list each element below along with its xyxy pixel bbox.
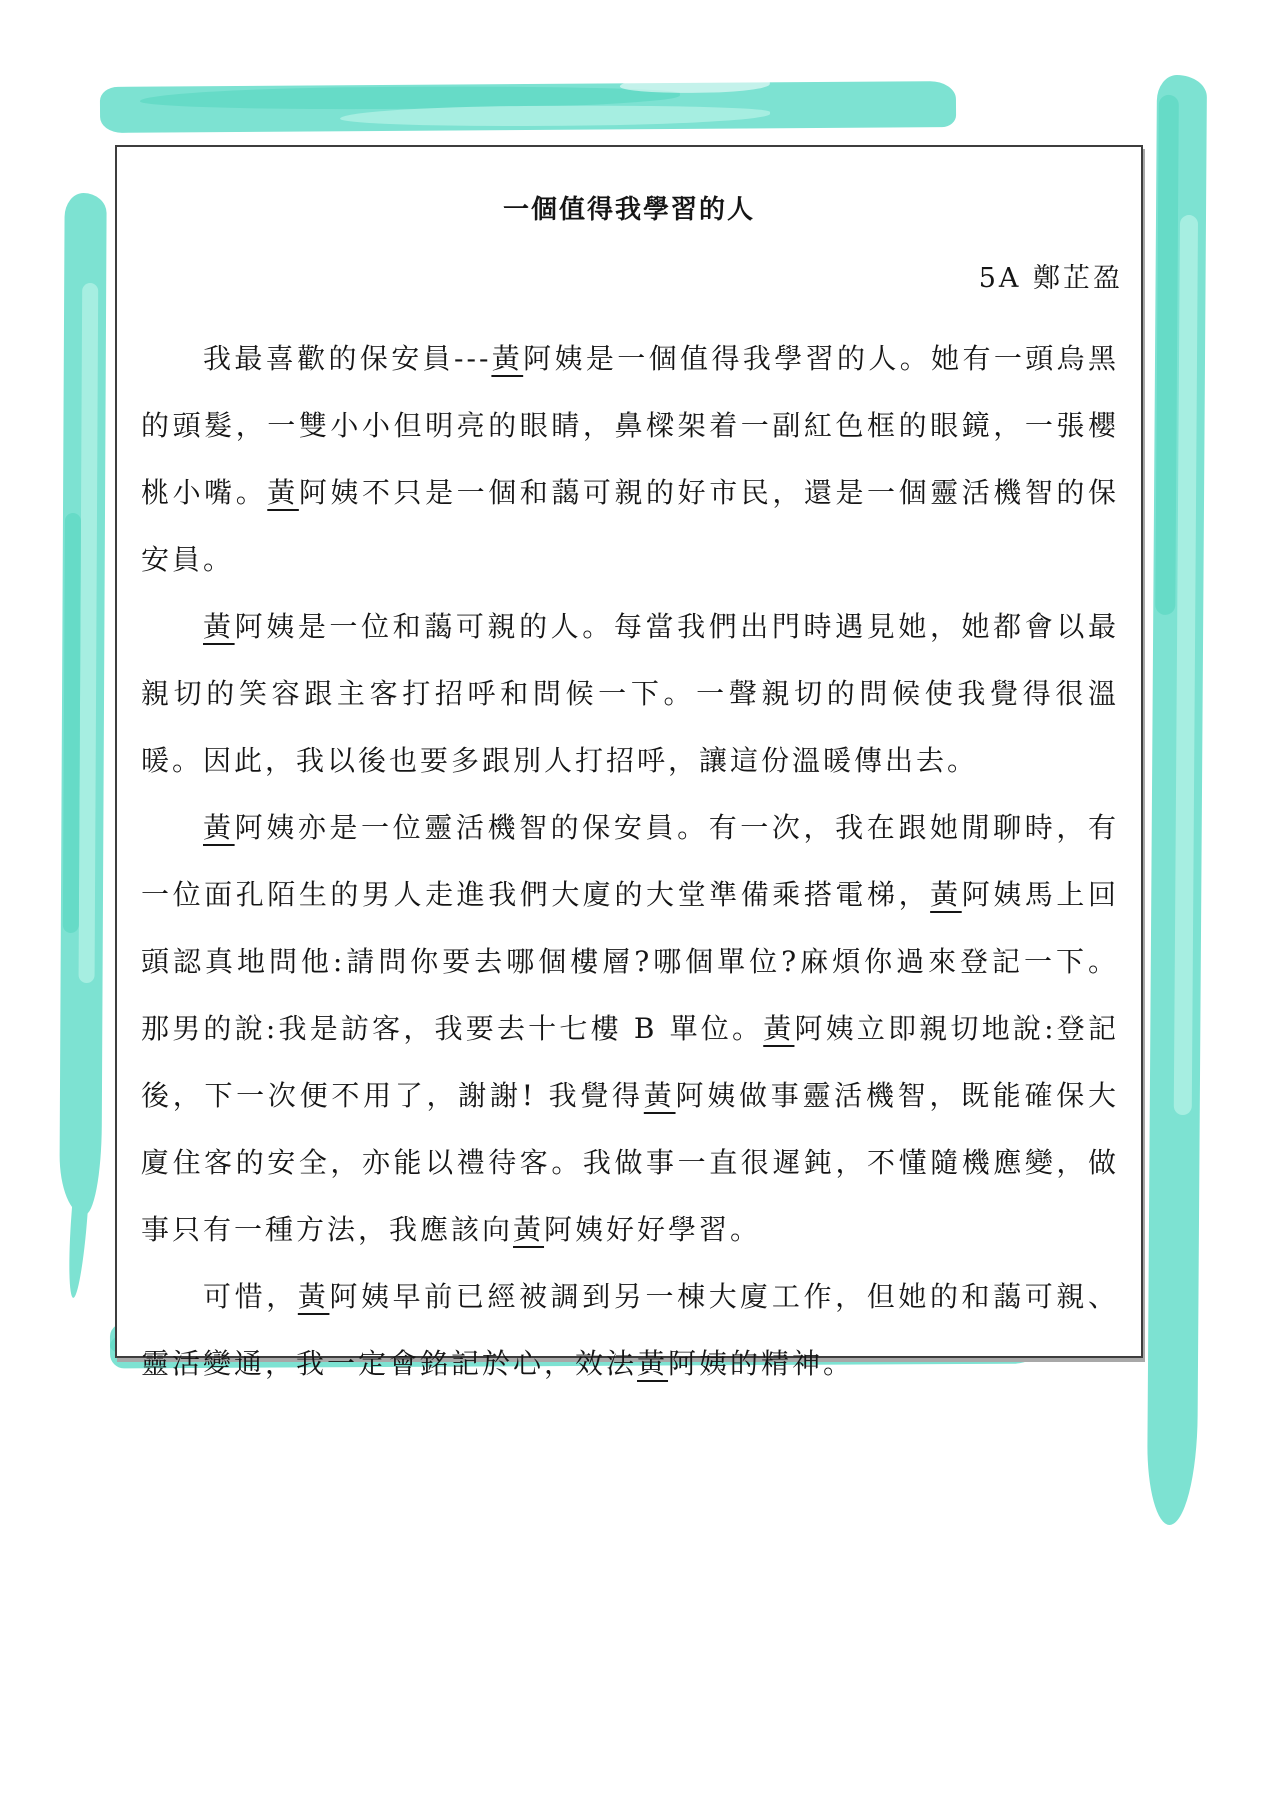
proper-noun-underline: 黃 <box>930 878 962 911</box>
text-segment: 阿姨立即親切地說:登記後，下一次便不用了，謝謝! 我覺得 <box>141 1012 1119 1112</box>
essay-body <box>117 295 1141 1397</box>
text-segment: 阿姨亦是一位靈活機智的保安員。有一次，我在跟她閒聊時，有一位面孔陌生的男人走進我們大廈的大堂準備乘搭電梯， <box>141 811 1119 911</box>
brush-texture <box>1174 215 1198 1115</box>
essay-title: 一個值得我學習的人 <box>502 195 755 225</box>
proper-noun-underline: 黃 <box>513 1213 545 1246</box>
essay-author: 5A 鄭芷盈 <box>978 263 1123 294</box>
text-segment: 阿姨做事靈活機智，既能確保大廈住客的安全，亦能以禮待客。我做事一直很遲鈍，不懂隨機應變，做事只有一種方法，我應該向 <box>141 1079 1119 1246</box>
text-segment: 阿姨好好學習。 <box>544 1213 762 1246</box>
text-segment: 我最喜歡的保安員--- <box>203 342 492 375</box>
brush-stroke-left <box>59 193 106 1215</box>
proper-noun-underline: 黃 <box>297 1280 330 1313</box>
text-segment: 阿姨不只是一個和藹可親的好市民，還是一個靈活機智的保安員。 <box>141 476 1119 576</box>
brush-texture <box>63 513 81 933</box>
brush-stroke-tail <box>65 1193 89 1299</box>
text-segment: 阿姨馬上回頭認真地問他:請問你要去哪個樓層?哪個單位?麻煩你過來登記一下。那男的說:我是訪客，我要去十七樓 B 單位。 <box>141 878 1119 1045</box>
text-segment: 阿姨是一位和藹可親的人。每當我們出門時遇見她，她都會以最親切的笑容跟主客打招呼和問候一下。一聲親切的問候使我覺得很溫暖。因此，我以後也要多跟別人打招呼，讓這份溫暖傳出去。 <box>141 610 1119 777</box>
paragraph <box>141 325 1119 593</box>
paragraph <box>141 794 1119 1263</box>
proper-noun-underline: 黃 <box>203 811 235 844</box>
brush-texture <box>1155 95 1179 615</box>
brush-texture <box>79 283 99 983</box>
text-segment: 阿姨是一個值得我學習的人。她有一頭烏黑的頭髮，一雙小小但明亮的眼睛，鼻樑架着一副紅色框的眼鏡，一張櫻桃小嘴。 <box>141 342 1119 509</box>
brush-texture <box>620 76 770 93</box>
proper-noun-underline: 黃 <box>203 610 235 643</box>
brush-stroke-top <box>100 81 956 133</box>
proper-noun-underline: 黃 <box>763 1012 795 1045</box>
proper-noun-underline: 黃 <box>267 476 299 509</box>
text-segment: 阿姨的精神。 <box>668 1347 855 1380</box>
proper-noun-underline: 黃 <box>643 1079 676 1112</box>
proper-noun-underline: 黃 <box>637 1347 669 1380</box>
essay-page <box>115 145 1143 1380</box>
text-segment: 阿姨早前已經被調到另一棟大廈工作，但她的和藹可親、靈活變通，我一定會銘記於心，效法 <box>141 1280 1119 1380</box>
proper-noun-underline: 黃 <box>491 342 524 375</box>
brush-stroke-right <box>1147 75 1207 1525</box>
paragraph <box>141 593 1119 794</box>
text-segment: 可惜， <box>203 1280 298 1313</box>
paragraph <box>141 1263 1119 1397</box>
